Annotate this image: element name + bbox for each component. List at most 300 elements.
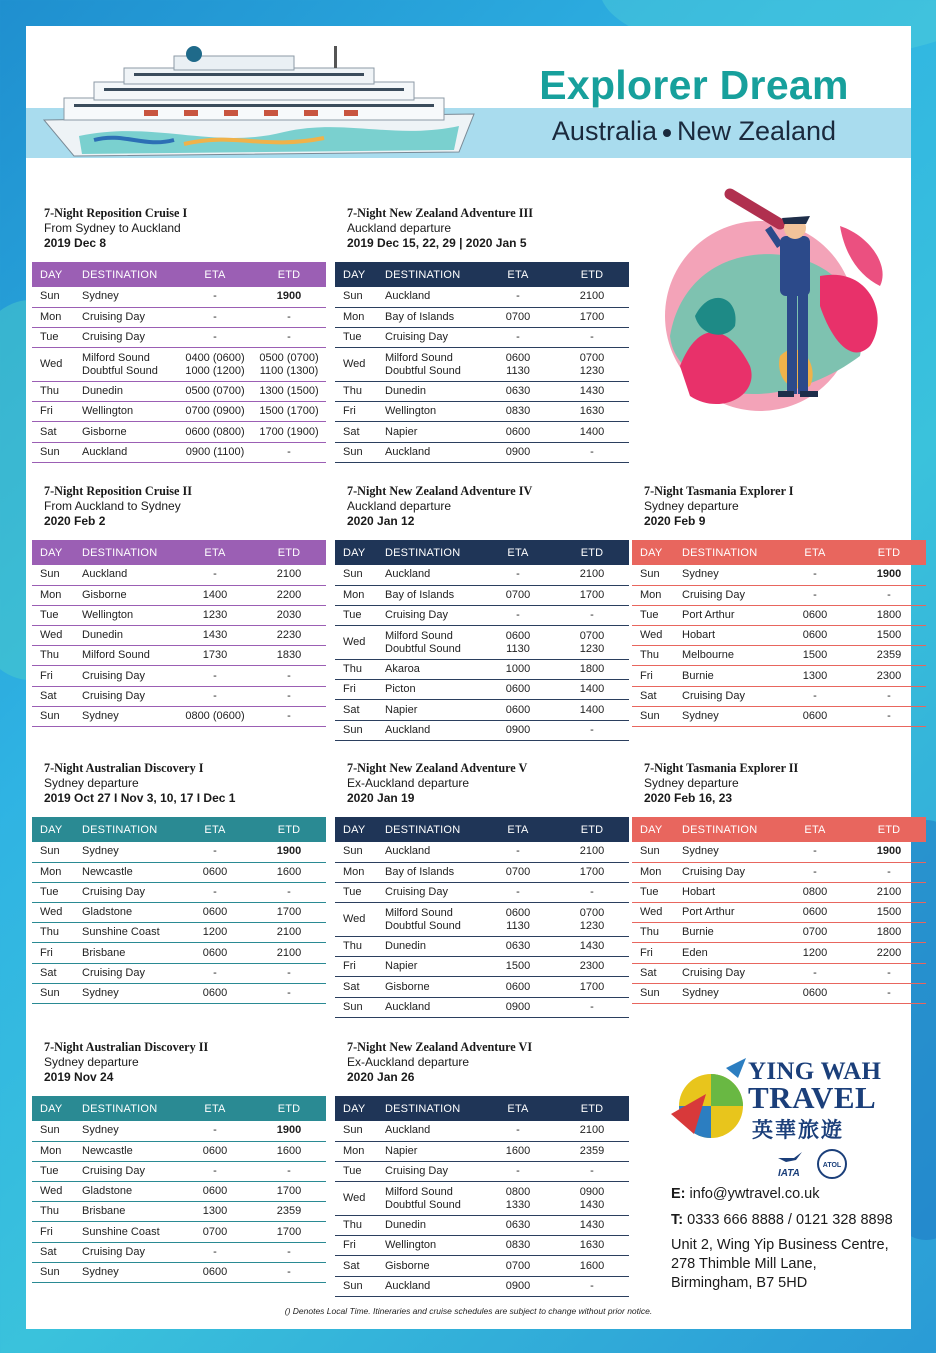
cell-destination-value: Milford Sound — [385, 351, 453, 364]
cruise-title: 7-Night Tasmania Explorer I — [644, 484, 794, 498]
col-etd: ETD — [580, 823, 604, 836]
cell-etd — [852, 923, 926, 943]
cell-etd — [555, 660, 629, 680]
cell-day-value: Sat — [343, 425, 360, 438]
itinerary-table — [632, 540, 926, 727]
cell-destination — [74, 666, 178, 686]
cell-destination-value: Milford Sound — [385, 1185, 453, 1198]
email-address[interactable]: info@ywtravel.co.uk — [689, 1186, 820, 1202]
cell-destination-value: Port Arthur — [682, 608, 735, 621]
cell-destination-value: Sydney — [82, 709, 119, 722]
cell-etd-value-2: 1230 — [579, 364, 605, 377]
phone-numbers[interactable]: 0333 666 8888 / 0121 328 8898 — [687, 1212, 893, 1228]
cell-etd — [852, 605, 926, 625]
cell-etd-value: 1430 — [579, 940, 605, 953]
itinerary-rows — [632, 842, 926, 1004]
cell-eta — [481, 977, 555, 997]
cell-eta-value: 1500 — [505, 960, 531, 973]
cell-eta — [481, 1256, 555, 1276]
cell-destination-value-2: Doubtful Sound — [385, 364, 461, 377]
cell-eta-value-2: 1130 — [506, 919, 530, 932]
cell-destination-value: Gladstone — [82, 906, 133, 919]
cell-eta — [481, 348, 555, 382]
cell-etd-value: 2100 — [276, 926, 302, 939]
cell-destination-value: Sydney — [82, 986, 119, 999]
cell-destination-value: Auckland — [385, 1124, 431, 1137]
cell-etd-value: 2359 — [276, 1205, 302, 1218]
cell-destination — [74, 903, 178, 923]
cell-day-value: Sun — [640, 568, 660, 581]
cell-day-value: Wed — [343, 913, 366, 926]
cell-day — [335, 565, 377, 585]
cruise-nz-adventure-6 — [335, 1040, 629, 1297]
cell-eta-value: - — [813, 588, 817, 601]
cell-etd — [555, 1141, 629, 1161]
cell-destination — [74, 706, 178, 726]
cell-eta — [481, 720, 555, 740]
cell-eta — [178, 1222, 252, 1242]
cell-destination — [377, 1236, 481, 1256]
cell-day — [335, 1216, 377, 1236]
cell-etd-value: 1700 — [579, 310, 605, 323]
cell-eta-value: - — [813, 966, 817, 979]
table-row — [335, 937, 629, 957]
cell-destination — [674, 565, 778, 585]
cell-day — [32, 943, 74, 963]
cell-etd-value: - — [590, 330, 594, 343]
cell-destination — [74, 626, 178, 646]
cell-etd — [555, 997, 629, 1017]
cell-day — [335, 1236, 377, 1256]
cruise-nz-adventure-4 — [335, 484, 629, 741]
cell-destination-value: Melbourne — [682, 649, 734, 662]
cell-destination — [74, 1222, 178, 1242]
cell-etd-value: 2200 — [276, 588, 302, 601]
cell-day — [32, 402, 74, 422]
cell-eta-value: 0600 — [802, 709, 828, 722]
cell-day — [32, 585, 74, 605]
cell-etd — [555, 720, 629, 740]
cell-etd — [555, 1161, 629, 1181]
email-label: E: — [671, 1186, 686, 1202]
cell-eta-value: 0600 — [202, 946, 228, 959]
cell-etd-value: 1700 — [579, 865, 605, 878]
cell-eta — [178, 1182, 252, 1202]
cell-destination-value: Milford Sound — [82, 649, 150, 662]
cell-eta — [778, 903, 852, 923]
cell-destination — [674, 963, 778, 983]
cell-destination — [377, 680, 481, 700]
cell-etd — [252, 923, 326, 943]
cell-destination — [674, 943, 778, 963]
logo-line-3: 英華旅遊 — [752, 1118, 844, 1142]
cell-destination — [377, 1121, 481, 1141]
cell-destination-value: Auckland — [385, 290, 431, 303]
cell-eta-value: 0600 — [505, 425, 531, 438]
table-row — [335, 842, 629, 862]
table-row — [335, 957, 629, 977]
cell-day — [335, 1161, 377, 1181]
cell-destination-value: Bay of Islands — [385, 588, 455, 601]
cell-eta — [178, 402, 252, 422]
cell-destination — [74, 862, 178, 882]
cell-destination-value: Gisborne — [82, 425, 127, 438]
cell-etd-value: - — [287, 709, 291, 722]
cruise-title: 7-Night Tasmania Explorer II — [644, 761, 799, 775]
cell-eta-value-2: 1000 (1200) — [185, 364, 245, 377]
cell-eta-value: - — [516, 568, 520, 581]
cell-destination — [377, 862, 481, 882]
cell-eta-value: 0600 — [202, 986, 228, 999]
cell-etd-value: - — [887, 986, 891, 999]
cell-etd-value: 1800 — [579, 663, 605, 676]
col-eta: ETA — [204, 823, 226, 836]
cruise-subtitle: Ex-Auckland departure — [347, 776, 470, 790]
cell-etd — [555, 700, 629, 720]
cell-etd-value: - — [287, 966, 291, 979]
cell-day — [632, 666, 674, 686]
cell-day — [632, 565, 674, 585]
cell-etd-value: 1700 — [579, 588, 605, 601]
cell-destination-value: Hobart — [682, 629, 716, 642]
cell-day-value: Fri — [343, 405, 356, 418]
cell-etd — [252, 402, 326, 422]
table-row — [32, 1182, 326, 1202]
table-row — [32, 983, 326, 1003]
cell-destination — [377, 903, 481, 937]
cell-day — [335, 348, 377, 382]
cell-eta-value: 0600 — [802, 986, 828, 999]
cell-destination — [74, 963, 178, 983]
cell-etd — [852, 862, 926, 882]
cell-eta — [778, 943, 852, 963]
cell-eta — [178, 565, 252, 585]
cell-destination — [674, 862, 778, 882]
cell-destination-value: Sydney — [82, 1265, 119, 1278]
cell-etd — [252, 565, 326, 585]
cell-etd — [555, 585, 629, 605]
cell-day-value: Wed — [343, 358, 366, 371]
col-etd: ETD — [580, 546, 604, 559]
cell-day — [32, 422, 74, 442]
table-row — [632, 943, 926, 963]
cell-etd-value: 1800 — [876, 608, 902, 621]
cell-destination-value: Milford Sound — [385, 629, 453, 642]
cell-etd-value: 1630 — [579, 1239, 605, 1252]
cell-eta-value: - — [813, 865, 817, 878]
cell-eta — [481, 402, 555, 422]
cell-destination-value: Napier — [385, 425, 418, 438]
cell-destination — [377, 1161, 481, 1181]
cell-day-value: Thu — [343, 663, 362, 676]
cell-day-value: Sun — [343, 723, 363, 736]
cell-etd — [555, 977, 629, 997]
cell-destination-value: Auckland — [385, 723, 431, 736]
cell-day — [32, 382, 74, 402]
cell-day-value: Thu — [640, 649, 659, 662]
cell-day — [32, 983, 74, 1003]
cell-eta — [778, 983, 852, 1003]
cell-day — [632, 842, 674, 862]
cell-eta — [178, 706, 252, 726]
cell-etd-value: - — [590, 445, 594, 458]
cell-eta-value: 0630 — [505, 940, 531, 953]
cell-eta-value: 1230 — [202, 608, 228, 621]
cell-eta-value: 0600 — [505, 351, 531, 364]
cruise-subtitle: Sydney departure — [644, 499, 739, 513]
cell-day — [335, 307, 377, 327]
cell-destination — [74, 842, 178, 862]
cell-etd — [852, 686, 926, 706]
cell-etd-value: - — [590, 1000, 594, 1013]
cell-destination — [74, 1262, 178, 1282]
cell-day-value: Sat — [40, 1245, 57, 1258]
col-destination: DESTINATION — [385, 1102, 461, 1115]
col-destination: DESTINATION — [82, 823, 158, 836]
cell-eta-value: 0830 — [505, 1239, 531, 1252]
cell-eta — [481, 842, 555, 862]
cell-destination-value: Cruising Day — [385, 1164, 448, 1177]
table-row — [32, 1242, 326, 1262]
cell-day-value: Sat — [640, 966, 657, 979]
cell-day-value: Sun — [343, 445, 363, 458]
table-row — [335, 327, 629, 347]
table-row — [335, 680, 629, 700]
cell-eta — [778, 585, 852, 605]
cell-etd-value: 1430 — [579, 1219, 605, 1232]
cell-etd — [555, 1236, 629, 1256]
cell-etd-value: 2359 — [876, 649, 902, 662]
cell-day-value: Sun — [40, 568, 60, 581]
cell-day — [32, 565, 74, 585]
cell-eta-value: 0600 — [505, 703, 531, 716]
cell-eta — [481, 565, 555, 585]
cell-day — [335, 402, 377, 422]
cell-eta — [178, 1121, 252, 1141]
col-etd: ETD — [277, 1102, 301, 1115]
table-row — [32, 1222, 326, 1242]
cell-etd — [852, 626, 926, 646]
cell-etd-value: - — [287, 310, 291, 323]
cell-etd — [555, 1216, 629, 1236]
itinerary-table — [335, 1096, 629, 1297]
itinerary-rows — [32, 565, 326, 727]
col-destination: DESTINATION — [682, 823, 758, 836]
cruise-aus-discovery-2 — [32, 1040, 326, 1283]
cell-day — [32, 923, 74, 943]
col-etd: ETD — [877, 546, 901, 559]
cell-etd — [555, 862, 629, 882]
cell-destination — [377, 348, 481, 382]
cell-day — [632, 923, 674, 943]
cell-eta-value: 0800 — [505, 1185, 531, 1198]
cell-eta — [778, 565, 852, 585]
cell-etd-value: 1400 — [579, 703, 605, 716]
cell-eta-value: 0600 — [202, 865, 228, 878]
itinerary-table — [32, 1096, 326, 1283]
cell-eta — [178, 287, 252, 307]
cruise-subtitle: Sydney departure — [44, 776, 139, 790]
cell-day — [335, 422, 377, 442]
cell-day-value: Thu — [40, 385, 59, 398]
cell-eta-value: 0800 — [802, 885, 828, 898]
cell-destination — [74, 1161, 178, 1181]
cell-day-value: Sat — [343, 703, 360, 716]
cell-destination-value: Cruising Day — [82, 1245, 145, 1258]
cell-eta — [481, 937, 555, 957]
cell-eta-value: 0830 — [505, 405, 531, 418]
cell-etd — [252, 882, 326, 902]
cell-destination-value: Cruising Day — [682, 865, 745, 878]
cell-eta-value: 0600 — [802, 608, 828, 621]
table-row — [632, 686, 926, 706]
cell-eta-value: - — [213, 689, 217, 702]
cell-etd-value: 1700 — [276, 1225, 302, 1238]
cell-destination — [377, 626, 481, 660]
table-row — [335, 565, 629, 585]
cruise-dates: 2019 Nov 24 — [44, 1070, 114, 1084]
itinerary-rows — [32, 287, 326, 462]
cell-eta — [481, 1121, 555, 1141]
cell-eta-value: - — [213, 1245, 217, 1258]
cell-etd — [555, 1276, 629, 1296]
cell-day — [335, 997, 377, 1017]
cell-destination — [74, 442, 178, 462]
cell-etd — [252, 1182, 326, 1202]
iata-badge-text: IATA — [778, 1168, 800, 1179]
cell-day-value: Sun — [40, 709, 60, 722]
cell-day — [335, 287, 377, 307]
cell-etd-value: 1400 — [579, 425, 605, 438]
cell-eta — [178, 983, 252, 1003]
cell-eta-value: - — [516, 845, 520, 858]
cell-destination — [74, 686, 178, 706]
table-row — [632, 882, 926, 902]
cell-eta-value: 0600 — [802, 629, 828, 642]
table-row — [32, 943, 326, 963]
cell-etd — [252, 706, 326, 726]
cell-etd-value: - — [887, 865, 891, 878]
cell-etd — [555, 882, 629, 902]
table-row — [335, 1276, 629, 1296]
cell-eta-value: 0700 — [802, 926, 828, 939]
cell-etd-value-2: 1230 — [579, 919, 605, 932]
table-row — [32, 605, 326, 625]
cell-day-value: Mon — [343, 588, 365, 601]
cell-day-value: Sat — [343, 980, 360, 993]
cruise-nz-adventure-5 — [335, 761, 629, 1018]
cell-day-value: Tue — [343, 608, 362, 621]
cell-day-value: Sun — [40, 290, 60, 303]
col-destination: DESTINATION — [385, 268, 461, 281]
cell-day — [632, 605, 674, 625]
cell-eta-value: 1300 — [202, 1205, 228, 1218]
col-day: DAY — [343, 823, 366, 836]
cell-etd — [555, 287, 629, 307]
cell-destination-value: Bay of Islands — [385, 310, 455, 323]
cell-etd — [252, 287, 326, 307]
cell-destination-value: Gisborne — [82, 588, 127, 601]
cell-eta-value-2: 1130 — [506, 364, 530, 377]
cell-etd-value: - — [287, 1245, 291, 1258]
table-row — [632, 963, 926, 983]
cruise-title: 7-Night New Zealand Adventure IV — [347, 484, 533, 498]
cell-eta-value: - — [213, 310, 217, 323]
cell-etd-value: 1500 (1700) — [259, 405, 319, 418]
cell-day-value: Sun — [40, 1124, 60, 1137]
cell-eta — [178, 1202, 252, 1222]
table-row — [335, 720, 629, 740]
col-destination: DESTINATION — [385, 823, 461, 836]
cell-destination — [377, 937, 481, 957]
table-row — [335, 585, 629, 605]
cell-day-value: Sat — [640, 689, 657, 702]
cell-destination-value: Eden — [682, 946, 708, 959]
cell-destination-value-2: Doubtful Sound — [385, 1198, 461, 1211]
cell-etd — [252, 1262, 326, 1282]
page-title: Explorer Dream — [539, 62, 849, 108]
col-destination: DESTINATION — [82, 546, 158, 559]
cell-day-value: Fri — [40, 669, 53, 682]
cell-eta — [178, 666, 252, 686]
cell-day — [335, 862, 377, 882]
footnote: () Denotes Local Time. Itineraries and cruise schedules are subject to change without prior notice. — [284, 1306, 653, 1316]
cell-destination-value: Sydney — [82, 845, 119, 858]
cell-day-value: Fri — [640, 946, 653, 959]
cell-eta-value: 1000 — [505, 663, 531, 676]
cell-destination — [377, 327, 481, 347]
cell-day-value: Sat — [40, 689, 57, 702]
col-eta: ETA — [204, 268, 226, 281]
cell-destination — [674, 605, 778, 625]
cell-etd-value: 1630 — [579, 405, 605, 418]
cell-destination — [674, 923, 778, 943]
col-eta: ETA — [804, 823, 826, 836]
cell-eta-value: 0900 (1100) — [185, 445, 245, 458]
cell-etd-value: - — [887, 588, 891, 601]
col-etd: ETD — [877, 823, 901, 836]
cell-day — [335, 382, 377, 402]
cell-eta — [778, 842, 852, 862]
cell-etd — [252, 327, 326, 347]
cell-day-value: Mon — [640, 588, 662, 601]
cell-etd — [555, 327, 629, 347]
cell-etd — [555, 1121, 629, 1141]
cell-etd-value: - — [887, 709, 891, 722]
table-row — [335, 903, 629, 937]
cell-destination-value: Cruising Day — [385, 330, 448, 343]
cell-etd — [555, 937, 629, 957]
itinerary-table — [32, 262, 326, 463]
cell-eta-value: 1600 — [505, 1144, 531, 1157]
cell-day — [32, 1141, 74, 1161]
cell-day-value: Tue — [40, 608, 59, 621]
cell-etd-value: - — [590, 885, 594, 898]
cell-destination — [377, 402, 481, 422]
table-row — [335, 862, 629, 882]
cell-etd — [252, 585, 326, 605]
cell-destination-value: Akaroa — [385, 663, 420, 676]
cell-day — [632, 943, 674, 963]
table-row — [335, 402, 629, 422]
cruise-subtitle: Auckland departure — [347, 221, 452, 235]
cell-eta-value: - — [813, 845, 817, 858]
table-row — [335, 422, 629, 442]
cell-destination-value: Gisborne — [385, 1259, 430, 1272]
cell-eta — [178, 307, 252, 327]
cell-day-value: Fri — [40, 1225, 53, 1238]
cell-destination — [377, 720, 481, 740]
